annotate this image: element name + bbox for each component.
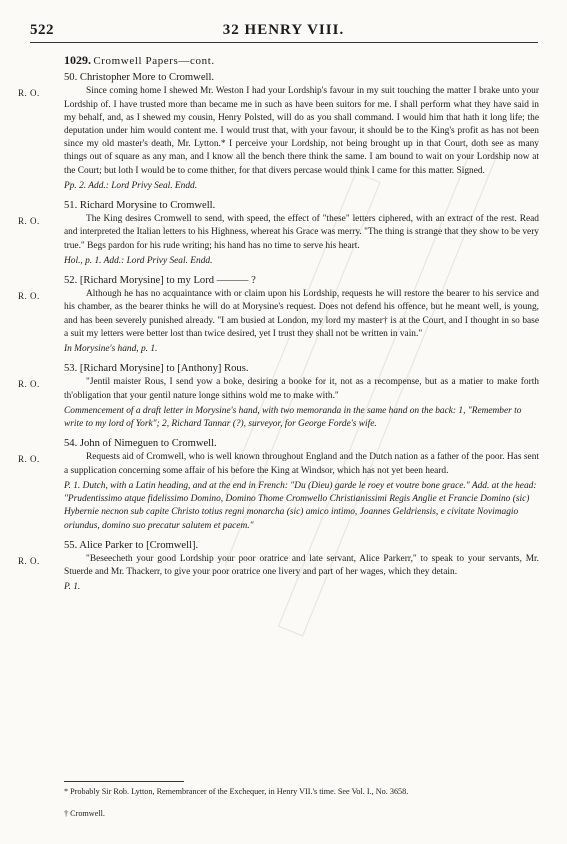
entry-description: P. 1. xyxy=(64,582,81,593)
entry-heading: 55. Alice Parker to [Cromwell]. xyxy=(64,539,199,551)
entry-50 xyxy=(18,71,539,193)
page-number: 522 xyxy=(30,22,54,38)
footnote-1: * Probably Sir Rob. Lytton, Remembrancer of the Exchequer, in Henry VII.'s time. See Vol. I., No. 3658. xyxy=(64,787,409,796)
entry-heading: 52. [Richard Morysine] to my Lord ——— ? xyxy=(64,275,256,287)
calendar-entries xyxy=(18,53,539,601)
entry-abstract: "Jentil maister Rous, I send yow a boke, desiring a booke for it, not as a recompense, but as a matier to make forth th'obligation that your gentil nature longe sithins wold me to make with." xyxy=(64,377,539,401)
section-number: 1029. xyxy=(64,53,91,67)
entry-abstract: "Beseecheth your good Lordship your poor oratrice and late servant, Alice Parkerr," to speak to your servants, Mr. Stuerde and Mr. Thackerr, to give your poor oratrice one livery and part of her wages, which they detain. xyxy=(64,553,539,578)
entry-55 xyxy=(18,539,539,595)
entry-52 xyxy=(18,274,539,356)
entry-heading: 53. [Richard Morysine] to [Anthony] Rous. xyxy=(64,363,249,375)
entry-heading: 51. Richard Morysine to Cromwell. xyxy=(64,200,216,212)
header-rule xyxy=(30,42,538,43)
entry-abstract: Although he has no acquaintance with or claim upon his Lordship, requests he will restore the bearer to his service and his chamber, as the bearer thinks he will do at Morysine's request. Does not defend his offence, but he meant well, is young, and has been severely punished already. "I am busied at London, my lord my master† is at the Court, and I thought in so base a suit my letters were better lost than twice desired, yet I trust they shall not be written in vain." xyxy=(64,289,539,339)
margin-label: R. O. xyxy=(18,291,40,302)
section-title: Cromwell Papers—cont. xyxy=(93,55,215,67)
running-title: 32 HENRY VIII. xyxy=(222,22,345,38)
margin-label: R. O. xyxy=(18,555,40,566)
entry-51 xyxy=(18,199,539,268)
margin-label: R. O. xyxy=(18,88,40,99)
entry-53 xyxy=(18,362,539,431)
margin-label: R. O. xyxy=(18,216,40,227)
entry-54 xyxy=(18,437,539,532)
section-heading xyxy=(64,54,539,69)
entry-description: Pp. 2. Add.: Lord Privy Seal. Endd. xyxy=(64,180,198,191)
page-header xyxy=(0,22,567,42)
entry-abstract: Since coming home I shewed Mr. Weston I had your Lordship's favour in my suit touching the matter I brake unto your Lordship of. I have trusted more than became me in such as have been suitors for me. I shall perform what they have said in my behalf, and, as I shewed my cousin, Henry Polsted, will do as you shall command. I would him that hath it long life; the deputation under him would content me. I would trust that, with your favour, it should be to the King's profit as has not been since my old master's death, Mr. Lytton.* I perceive your Lordship, not being brought up in that Court, doth see as many things out of square as any man, and I know all the bench there think the same. I am bound to wait on your Lordship now at the Court; but loth I would be to come thither, for that divers percase would think I came for this matter. Signed. xyxy=(64,86,539,176)
entry-abstract: Requests aid of Cromwell, who is well known throughout England and the Dutch nation as a father of the poor. Has sent a supplication concerning some affair of his before the King at Windsor, which has not yet been heard. xyxy=(64,452,539,476)
entry-heading: 54. John of Nimeguen to Cromwell. xyxy=(64,438,217,450)
entry-heading: 50. Christopher More to Cromwell. xyxy=(64,72,215,84)
entry-description: In Morysine's hand, p. 1. xyxy=(64,344,158,355)
entry-description: Hol., p. 1. Add.: Lord Privy Seal. Endd. xyxy=(64,255,213,266)
footnote-rule xyxy=(64,781,184,782)
margin-label: R. O. xyxy=(18,379,40,390)
footnote-2: † Cromwell. xyxy=(64,809,105,818)
entry-description: P. 1. Dutch, with a Latin heading, and at the end in French: "Du (Dieu) garde le roey et voutre bone grace." Add. at the head: "Prudentissimo atque fidelissimo Domino, Domino Thome Cromwello Christianissimi Regis Anglie et Francie Domino (sic) Hybernie necnon sub capite Christo totius regni monarcha (sic) amico intimo, Joannes Geldriensis, e civitate Novimagio oriundus, domino suo precatur salutem et pacem." xyxy=(64,480,537,531)
entry-abstract: The King desires Cromwell to send, with speed, the effect of "these" letters ciphered, with an extract of the rest. Read and interpreted the Italian letters to his Highness, whereat his Grace was merry. "The thing is strange that they show to be very true." Begs pardon for his rude writing; his hand has no time to serve his heart. xyxy=(64,214,539,251)
entry-description: Commencement of a draft letter in Morysine's hand, with two memoranda in the same hand on the back: 1, "Remember to write to my lord of York"; 2, Richard Tannar (?), surveyor, for George Forde's wife. xyxy=(64,405,522,430)
margin-label: R. O. xyxy=(18,454,40,465)
